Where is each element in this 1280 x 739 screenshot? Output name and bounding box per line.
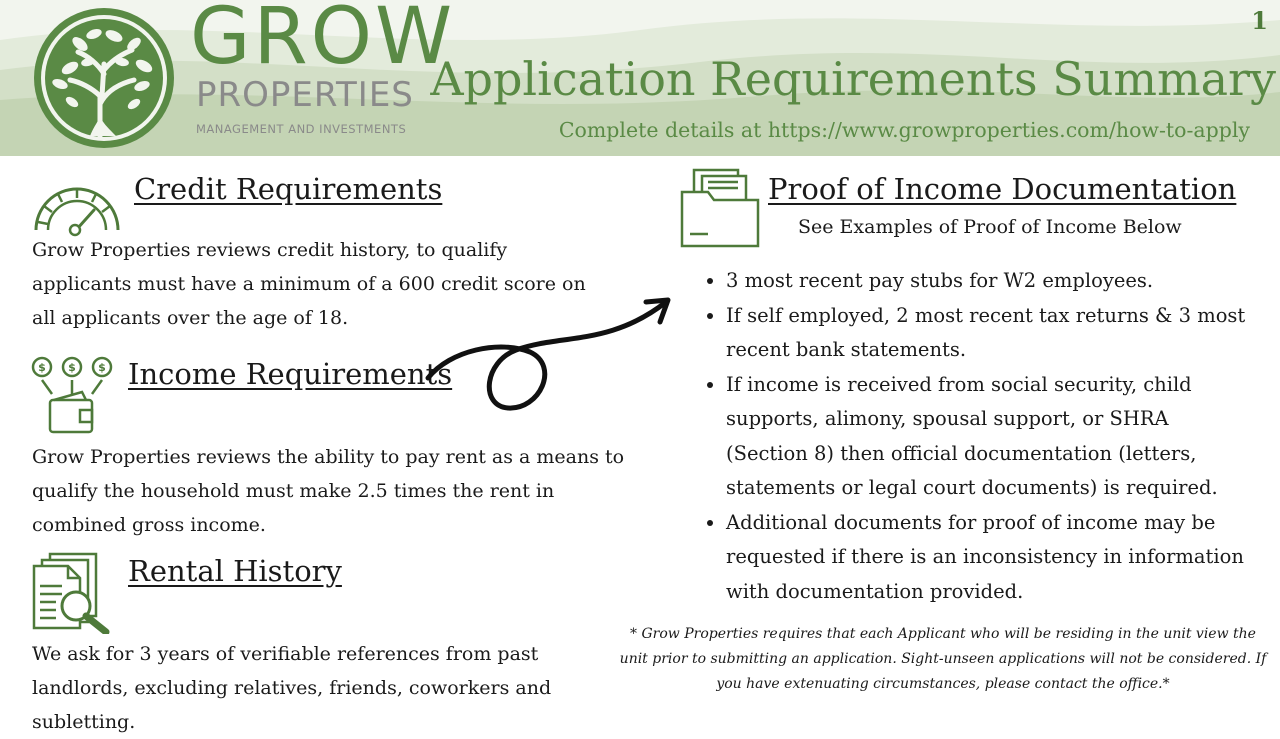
proof-subheading: See Examples of Proof of Income Below — [798, 216, 1182, 238]
footnote: * Grow Properties requires that each Applicant who will be residing in the unit view the unit prior to submitting an application. Sight-unseen applications will not be considered. If you have extenuating circumstances, please contact the office.* — [619, 626, 1267, 692]
logo-properties: PROPERTIES — [196, 75, 414, 115]
rental-text: We ask for 3 years of verifiable references from past landlords, excluding relatives, friends, coworkers and subletting. — [32, 643, 552, 733]
curly-arrow-icon — [420, 290, 680, 420]
svg-text:$: $ — [98, 361, 106, 374]
folder-documents-icon — [680, 168, 762, 250]
gauge-icon — [30, 182, 124, 238]
tree-logo-icon — [30, 4, 178, 152]
page-number: 1 — [1251, 6, 1268, 35]
list-item: • If self employed, 2 most recent tax returns & 3 most recent bank statements. — [726, 299, 1246, 368]
credit-heading: Credit Requirements — [134, 172, 443, 206]
proof-list — [700, 264, 1246, 609]
list-item: • If income is received from social security, child supports, alimony, spousal support, or SHRA (Section 8) then official documentation (letters, statements or legal court documents) is required. — [726, 368, 1246, 506]
list-item: • 3 most recent pay stubs for W2 employees. — [726, 264, 1246, 299]
logo-tagline: MANAGEMENT AND INVESTMENTS — [196, 122, 407, 136]
credit-text: Grow Properties reviews credit history, to qualify applicants must have a minimum of a 600 credit score on all applicants over the age of 18. — [32, 239, 586, 329]
income-heading: Income Requirements — [128, 357, 453, 391]
page-subtitle[interactable]: Complete details at https://www.growproperties.com/how-to-apply — [558, 118, 1250, 142]
rental-heading: Rental History — [128, 554, 342, 588]
svg-text:$: $ — [38, 361, 46, 374]
list-item: • Additional documents for proof of income may be requested if there is an inconsistency in information with documentation provided. — [726, 506, 1246, 610]
income-text: Grow Properties reviews the ability to pay rent as a means to qualify the household must make 2.5 times the rent in combined gross income. — [32, 446, 625, 536]
document-search-icon — [32, 552, 118, 634]
money-wallet-icon — [30, 356, 114, 438]
proof-heading: Proof of Income Documentation — [768, 172, 1237, 206]
svg-text:$: $ — [68, 361, 76, 374]
header-banner — [0, 0, 1280, 156]
logo-wordmark: GROW — [190, 0, 456, 82]
page-title: Application Requirements Summary — [430, 52, 1276, 106]
